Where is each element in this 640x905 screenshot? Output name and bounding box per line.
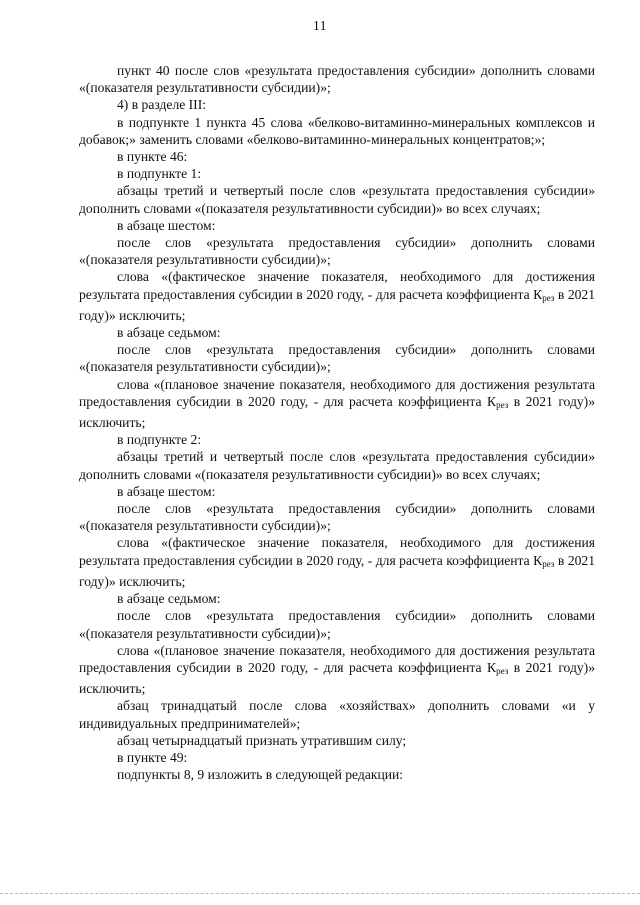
paragraph-text: в 2021 году)» исключить; — [79, 659, 595, 697]
paragraph: в подпункте 1 пункта 45 слова «белково-витаминно-минеральных комплексов и добавок;» заменить словами «белково-витаминно-минеральных концентратов;»; — [79, 114, 595, 147]
paragraph: подпункты 8, 9 изложить в следующей редакции: — [117, 767, 404, 783]
paragraph: после слов «результата предоставления субсидии» дополнить словами «(показателя результативности субсидии)»; — [79, 235, 595, 268]
paragraph: в пункте 46: — [117, 149, 188, 165]
paragraph: в подпункте 2: — [117, 432, 202, 448]
paragraph-with-coefficient — [79, 268, 595, 324]
coefficient-subscript: рез — [542, 558, 555, 569]
paragraph: абзацы третий и четвертый после слов «результата предоставления субсидии» дополнить словами «(показателя результативности субсидии)» во всех случаях; — [79, 449, 595, 482]
paragraph: пункт 40 после слов «результата предоставления субсидии» дополнить словами «(показателя результативности субсидии)»; — [79, 63, 595, 96]
coefficient-subscript: рез — [496, 399, 509, 410]
paragraph-text: слова «(фактическое значение показателя, необходимого для достижения результата предоставления субсидии в 2020 году, - для расчета коэффициента К — [79, 269, 595, 302]
paragraph: абзац четырнадцатый признать утратившим силу; — [117, 732, 407, 748]
paragraph-with-coefficient — [79, 534, 595, 590]
paragraph: в абзаце седьмом: — [117, 591, 221, 607]
paragraph: после слов «результата предоставления субсидии» дополнить словами «(показателя результативности субсидии)»; — [79, 342, 595, 375]
paragraph: в пункте 49: — [117, 749, 188, 765]
paragraph: после слов «результата предоставления субсидии» дополнить словами «(показателя результативности субсидии)»; — [79, 501, 595, 534]
paragraph: в абзаце шестом: — [117, 217, 216, 233]
paragraph-with-coefficient — [79, 376, 595, 432]
coefficient-subscript: рез — [542, 292, 555, 303]
coefficient-subscript: рез — [496, 665, 509, 676]
scan-bottom-edge — [0, 893, 640, 894]
paragraph: в абзаце шестом: — [117, 483, 216, 499]
paragraph-text: слова «(плановое значение показателя, необходимого для достижения результата предоставления субсидии в 2020 году, - для расчета коэффициента К — [79, 642, 595, 675]
paragraph: после слов «результата предоставления субсидии» дополнить словами «(показателя результативности субсидии)»; — [79, 608, 595, 641]
paragraph: абзац тринадцатый после слова «хозяйствах» дополнить словами «и у индивидуальных предпринимателей»; — [79, 698, 595, 731]
paragraph-with-coefficient — [79, 642, 595, 698]
paragraph-text: в 2021 году)» исключить; — [79, 286, 596, 323]
paragraph-text: слова «(фактическое значение показателя, необходимого для достижения результата предоставления субсидии в 2020 году, - для расчета коэффициента К — [79, 535, 595, 568]
paragraph: в подпункте 1: — [117, 166, 202, 182]
paragraph-text: слова «(плановое значение показателя, необходимого для достижения результата предоставления субсидии в 2020 году, - для расчета коэффициента К — [79, 376, 595, 409]
paragraph: абзацы третий и четвертый после слов «результата предоставления субсидии» дополнить словами «(показателя результативности субсидии)» во всех случаях; — [79, 183, 595, 216]
document-body — [79, 62, 595, 783]
page-number: 11 — [313, 18, 327, 33]
paragraph-text: в 2021 году)» исключить; — [79, 393, 595, 431]
paragraph: 4) в разделе III: — [117, 97, 207, 113]
paragraph-text: в 2021 году)» исключить; — [79, 552, 596, 589]
paragraph: в абзаце седьмом: — [117, 325, 221, 341]
